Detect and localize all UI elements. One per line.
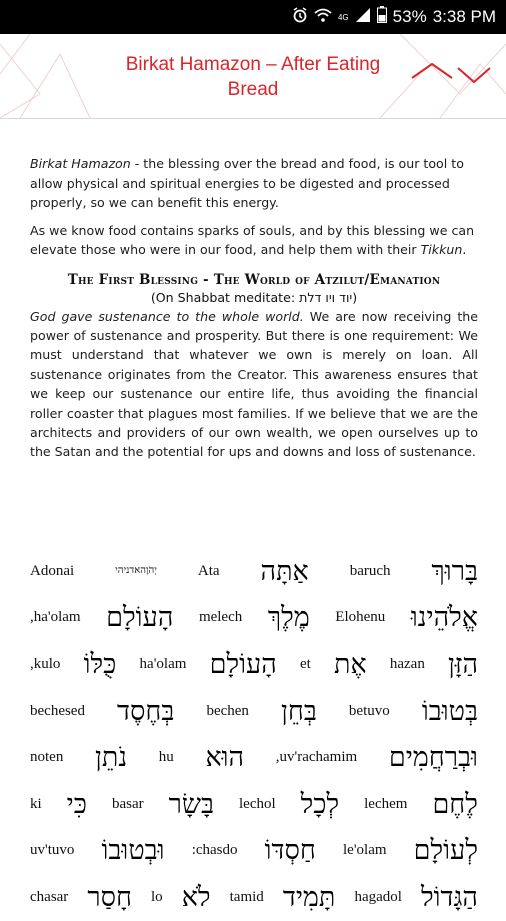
transliteration-word: Elohenu xyxy=(335,609,386,626)
content-area xyxy=(30,118,478,462)
transliteration-word: ,uv'rachamim xyxy=(275,749,358,766)
hebrew-word: לֶחֶם xyxy=(432,788,478,820)
transliteration-word: ,ha'olam xyxy=(30,609,81,626)
prayer-line xyxy=(30,595,478,642)
transliteration-word: basar xyxy=(111,795,144,812)
transliteration-word: hazan xyxy=(389,655,425,672)
wifi-icon xyxy=(314,7,332,28)
hebrew-word: הַזָּן xyxy=(448,648,478,680)
prayer-line xyxy=(30,828,478,875)
hebrew-word: הוּא xyxy=(205,742,245,774)
hebrew-word: וּבְרַחֲמִים xyxy=(388,742,478,774)
transliteration-word: ha'olam xyxy=(139,655,187,672)
tikkun-word: Tikkun xyxy=(420,242,463,257)
page-title xyxy=(60,52,446,102)
section-text: We are now receiving the power of sustenance and prosperity. But there is one requirement: We must understand that whatever we own is merely on loan. All sustenance originates from the Creator. This awareness ensures that we keep our sustenance our entire life, thus avoiding the financial roller coaster that plagues most families. If we believe that we are the architects and providers of our own wealth, we open ourselves up to the Satan and the potential for ups and downs and loss of sustenance. xyxy=(30,308,478,460)
signal-icon xyxy=(355,7,371,28)
title-line-1: Birkat Hamazon – After Eating xyxy=(125,54,381,75)
hebrew-word: מֶלֶךְ xyxy=(267,602,310,634)
hebrew-word: הָעוֹלָם xyxy=(209,648,277,680)
intro-paragraph-2 xyxy=(30,221,478,260)
intro-text-2: As we know food contains sparks of souls, and by this blessing we can elevate those who were in our food, and help them with their xyxy=(30,222,475,257)
alarm-icon xyxy=(292,7,308,28)
intro-paragraph-1 xyxy=(30,154,478,213)
hebrew-word: וּבְטוּבוֹ xyxy=(101,835,165,867)
section-paragraph xyxy=(30,307,478,462)
transliteration-word: baruch xyxy=(349,562,391,579)
transliteration-word: melech xyxy=(198,609,243,626)
transliteration-word: ki xyxy=(30,795,42,812)
transliteration-word: lechem xyxy=(364,795,408,812)
prayer-line xyxy=(30,734,478,781)
intro-italic: Birkat Hamazon xyxy=(30,156,131,171)
transliteration-word: ,kulo xyxy=(30,655,61,672)
hebrew-word: אֱלֹהֵינוּ xyxy=(410,602,478,634)
hebrew-word: בְּטוּבוֹ xyxy=(421,695,478,727)
intro-text: - the blessing over the bread and food, is our tool to allow physical and spiritual energies to be digested and processed properly, so we can benefit this energy. xyxy=(30,156,464,210)
transliteration-word: noten xyxy=(30,749,64,766)
hebrew-word: לֹא xyxy=(181,881,211,913)
section-italic: God gave sustenance to the whole world. xyxy=(30,308,304,324)
transliteration-word: bechen xyxy=(206,702,249,719)
network-type-icon: 4G xyxy=(337,12,349,22)
transliteration-word: bechesed xyxy=(30,702,85,719)
title-line-2: Bread xyxy=(227,79,279,100)
status-icons xyxy=(292,0,496,34)
hebrew-word: כִּי xyxy=(66,788,87,820)
prayer-text xyxy=(30,548,478,921)
hebrew-word: יְהֹוָהאדניהי xyxy=(115,565,157,577)
prayer-line xyxy=(30,688,478,735)
hebrew-word: הַגָּדוֹל xyxy=(420,881,478,913)
prayer-line xyxy=(30,781,478,828)
transliteration-word: hagadol xyxy=(354,888,402,905)
hebrew-word: בָּרוּךְ xyxy=(431,555,478,587)
prayer-line xyxy=(30,641,478,688)
transliteration-word: chasar xyxy=(30,888,69,905)
hebrew-word: בָּשָׂר xyxy=(168,788,215,820)
hebrew-word: חָסַר xyxy=(87,881,132,913)
transliteration-word: betuvo xyxy=(348,702,390,719)
clock: 3:38 PM xyxy=(432,7,496,26)
transliteration-word: tamid xyxy=(229,888,264,905)
prayer-line xyxy=(30,874,478,921)
transliteration-word: :chasdo xyxy=(191,842,238,859)
battery-icon xyxy=(377,6,387,28)
hebrew-word: בְּחֵן xyxy=(280,695,317,727)
prayer-line xyxy=(30,548,478,595)
hebrew-word: לְכָל xyxy=(300,788,340,820)
battery-percent: 53% xyxy=(392,7,427,26)
hebrew-word: הָעוֹלָם xyxy=(106,602,174,634)
intro-period: . xyxy=(462,242,467,257)
hebrew-word: בְּחֶסֶד xyxy=(117,695,175,727)
hebrew-word: חַסְדּוֹ xyxy=(264,835,316,867)
transliteration-word: le'olam xyxy=(343,842,387,859)
hebrew-word: אַתָּה xyxy=(260,555,309,587)
hebrew-word: כֻּלּוֹ xyxy=(83,648,117,680)
hebrew-word: נֹתֵן xyxy=(94,742,128,774)
hebrew-word: לְעוֹלָם xyxy=(413,835,478,867)
transliteration-word: et xyxy=(299,655,311,672)
section-subheading: (On Shabbat meditate: יוד ויו דלת) xyxy=(150,289,358,305)
transliteration-word: lo xyxy=(151,888,163,905)
status-bar xyxy=(0,0,506,34)
transliteration-word: hu xyxy=(158,749,174,766)
header-banner xyxy=(0,34,506,119)
transliteration-word: Adonai xyxy=(30,562,75,579)
transliteration-word: lechol xyxy=(239,795,276,812)
transliteration-word: Ata xyxy=(197,562,220,579)
section-heading: The First Blessing - The World of Atzilut/Emanation xyxy=(67,271,441,288)
hebrew-word: תָּמִיד xyxy=(282,881,336,913)
hebrew-word: אֶת xyxy=(334,648,367,680)
transliteration-word: uv'tuvo xyxy=(30,842,75,859)
